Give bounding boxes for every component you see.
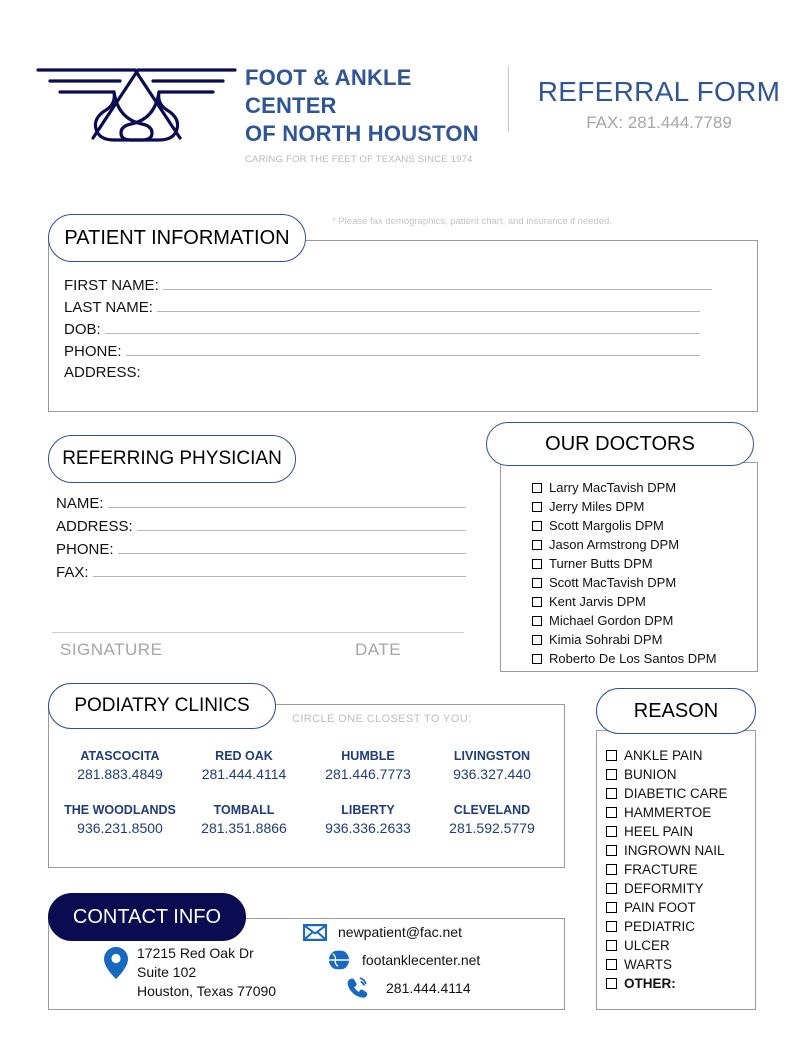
clinic-phone[interactable]: 936.327.440 (453, 766, 531, 782)
clinic-location[interactable] (58, 802, 182, 838)
page-header (0, 0, 806, 170)
brand-line-1: FOOT & ANKLE CENTER (245, 65, 412, 118)
doctor-checkbox-row[interactable] (532, 516, 762, 535)
contact-email-row[interactable] (300, 918, 562, 946)
checkbox-icon[interactable] (606, 864, 617, 875)
reason-label: ULCER (624, 938, 670, 953)
podiatry-clinics-heading: PODIATRY CLINICS (48, 683, 276, 729)
foot-ankle-wing-logo (34, 52, 239, 152)
date-label: DATE (355, 640, 402, 659)
physician-name-input[interactable] (108, 494, 466, 508)
checkbox-icon[interactable] (606, 807, 617, 818)
clinic-phone[interactable]: 936.231.8500 (77, 820, 163, 836)
phone-icon (342, 975, 372, 1001)
signature-line[interactable] (52, 632, 464, 633)
clinic-name: ATASCOCITA (80, 749, 160, 763)
clinic-name: HUMBLE (341, 749, 395, 763)
patient-phone-input[interactable] (126, 342, 700, 356)
patient-first-name-input[interactable] (163, 276, 712, 290)
reason-checkbox-row[interactable] (606, 765, 756, 784)
reason-label: WARTS (624, 957, 673, 972)
doctor-checkbox-row[interactable] (532, 535, 762, 554)
patient-information-heading: PATIENT INFORMATION (48, 214, 306, 262)
clinic-phone[interactable]: 281.444.4114 (201, 766, 287, 782)
patient-field-dob[interactable] (64, 320, 744, 342)
doctor-name-label: Roberto De Los Santos DPM (549, 651, 717, 666)
checkbox-icon[interactable] (532, 502, 542, 512)
clinic-phone[interactable]: 281.351.8866 (201, 820, 287, 836)
doctor-checkbox-row[interactable] (532, 611, 762, 630)
checkbox-icon[interactable] (606, 845, 617, 856)
reason-label: FRACTURE (624, 862, 698, 877)
doctor-checkbox-row[interactable] (532, 573, 762, 592)
header-divider (508, 66, 509, 132)
clinic-name: RED OAK (215, 749, 273, 763)
patient-field-address[interactable] (64, 364, 744, 386)
contact-channels (300, 918, 562, 1002)
doctor-name-label: Kent Jarvis DPM (549, 594, 646, 609)
reason-label: INGROWN NAIL (624, 843, 725, 858)
clinic-name: LIBERTY (341, 803, 395, 817)
clinic-location[interactable] (182, 748, 306, 784)
address-line-2: Suite 102 (137, 964, 197, 980)
doctor-name-label: Jerry Miles DPM (549, 499, 645, 514)
doctor-checkbox-row[interactable] (532, 478, 762, 497)
reason-checkbox-row[interactable] (606, 822, 756, 841)
reason-label: DEFORMITY (624, 881, 704, 896)
doctor-checkbox-row[interactable] (532, 630, 762, 649)
physician-fax-input[interactable] (93, 563, 466, 577)
doctor-name-label: Scott Margolis DPM (549, 518, 664, 533)
checkbox-icon[interactable] (532, 540, 542, 550)
reason-checkbox-row[interactable] (606, 898, 756, 917)
patient-dob-input[interactable] (105, 320, 700, 334)
physician-phone-label: PHONE: (56, 541, 114, 558)
patient-dob-label: DOB: (64, 321, 101, 338)
reason-checkbox-row[interactable] (606, 784, 756, 803)
physician-fax-label: FAX: (56, 564, 89, 581)
checkbox-icon[interactable] (532, 483, 542, 493)
clinic-name: CLEVELAND (453, 803, 531, 817)
doctor-checkbox-list (532, 478, 762, 668)
reason-checkbox-row[interactable] (606, 841, 756, 860)
our-doctors-heading: OUR DOCTORS (486, 422, 754, 466)
checkbox-icon[interactable] (532, 578, 542, 588)
brand-name (245, 64, 495, 165)
address-line-3: Houston, Texas 77090 (137, 983, 277, 999)
physician-address-input[interactable] (137, 517, 466, 531)
clinic-name: LIVINGSTON (453, 749, 531, 763)
reason-checkbox-row[interactable] (606, 955, 756, 974)
reason-label: OTHER: (624, 976, 676, 991)
checkbox-icon[interactable] (606, 826, 617, 837)
physician-field-fax[interactable] (56, 563, 466, 586)
checkbox-icon[interactable] (532, 616, 542, 626)
doctor-name-label: Larry MacTavish DPM (549, 480, 677, 495)
reason-label: PEDIATRIC (624, 919, 696, 934)
contact-website[interactable]: footanklecenter.net (362, 952, 481, 968)
signature-label: SIGNATURE (60, 640, 163, 659)
page-title: REFERRAL FORM (537, 76, 781, 107)
reason-checkbox-row[interactable] (606, 860, 756, 879)
checkbox-icon[interactable] (532, 597, 542, 607)
doctor-name-label: Jason Armstrong DPM (549, 537, 680, 552)
contact-address (137, 944, 276, 1001)
doctor-checkbox-row[interactable] (532, 649, 762, 668)
header-fax-number: FAX: 281.444.7789 (586, 113, 732, 132)
doctor-name-label: Kimia Sohrabi DPM (549, 632, 663, 647)
patient-phone-label: PHONE: (64, 343, 122, 360)
clinic-location[interactable] (430, 802, 554, 838)
contact-phone[interactable]: 281.444.4114 (386, 980, 471, 996)
clinic-phone[interactable]: 281.446.7773 (325, 766, 411, 782)
reason-label: BUNION (624, 767, 677, 782)
reason-checkbox-row[interactable] (606, 974, 756, 993)
doctor-checkbox-row[interactable] (532, 497, 762, 516)
checkbox-icon[interactable] (606, 902, 617, 913)
patient-fax-note: * Please fax demographics, patient chart, and insurance if needed. (332, 216, 612, 227)
patient-field-phone[interactable] (64, 342, 744, 364)
patient-first-name-label: FIRST NAME: (64, 277, 159, 294)
checkbox-icon[interactable] (606, 883, 617, 894)
checkbox-icon[interactable] (606, 978, 617, 989)
doctor-name-label: Scott MacTavish DPM (549, 575, 677, 590)
physician-name-label: NAME: (56, 495, 104, 512)
physician-field-name[interactable] (56, 494, 466, 517)
contact-phone-row[interactable] (342, 974, 562, 1002)
patient-fields (64, 276, 744, 386)
physician-phone-input[interactable] (118, 540, 466, 554)
checkbox-icon[interactable] (532, 635, 542, 645)
brand-tagline: CARING FOR THE FEET OF TEXANS SINCE 1974 (245, 154, 473, 165)
doctor-name-label: Turner Butts DPM (549, 556, 653, 571)
checkbox-icon[interactable] (606, 940, 617, 951)
clinic-name: TOMBALL (213, 803, 275, 817)
physician-field-phone[interactable] (56, 540, 466, 563)
clinic-location[interactable] (182, 802, 306, 838)
reason-checkbox-row[interactable] (606, 917, 756, 936)
reason-checkbox-row[interactable] (606, 803, 756, 822)
checkbox-icon[interactable] (532, 559, 542, 569)
clinic-location[interactable] (58, 748, 182, 784)
checkbox-icon[interactable] (606, 788, 617, 799)
address-line-1: 17215 Red Oak Dr (137, 945, 254, 961)
map-pin-icon (104, 947, 128, 979)
physician-field-address[interactable] (56, 517, 466, 540)
reason-checkbox-row[interactable] (606, 746, 756, 765)
checkbox-icon[interactable] (606, 921, 617, 932)
globe-icon (324, 947, 354, 973)
doctor-checkbox-row[interactable] (532, 592, 762, 611)
reason-label: HEEL PAIN (624, 824, 694, 839)
clinic-phone[interactable]: 936.336.2633 (325, 820, 411, 836)
clinic-phone[interactable]: 281.592.5779 (449, 820, 535, 836)
checkbox-icon[interactable] (532, 654, 542, 664)
reason-checkbox-row[interactable] (606, 936, 756, 955)
checkbox-icon[interactable] (532, 521, 542, 531)
reason-label: ANKLE PAIN (624, 748, 703, 763)
clinic-phone[interactable]: 281.883.4849 (77, 766, 163, 782)
checkbox-icon[interactable] (606, 750, 617, 761)
reason-checkbox-list (606, 746, 756, 993)
contact-email[interactable]: newpatient@fac.net (338, 924, 462, 940)
envelope-icon (300, 919, 330, 945)
referring-physician-heading: REFERRING PHYSICIAN (48, 435, 296, 483)
doctor-name-label: Michael Gordon DPM (549, 613, 674, 628)
doctor-checkbox-row[interactable] (532, 554, 762, 573)
checkbox-icon[interactable] (606, 769, 617, 780)
reason-label: DIABETIC CARE (624, 786, 728, 801)
contact-website-row[interactable] (324, 946, 562, 974)
checkbox-icon[interactable] (606, 959, 617, 970)
reason-heading: REASON (596, 688, 756, 734)
patient-last-name-input[interactable] (157, 298, 700, 312)
clinics-instruction: CIRCLE ONE CLOSEST TO YOU: (292, 713, 472, 725)
contact-info-heading: CONTACT INFO (48, 893, 246, 941)
clinic-location[interactable] (306, 802, 430, 838)
brand-line-2: OF NORTH HOUSTON (245, 121, 479, 146)
clinic-name: THE WOODLANDS (64, 803, 176, 817)
patient-address-label: ADDRESS: (64, 364, 141, 381)
patient-field-last-name[interactable] (64, 298, 744, 320)
clinic-location[interactable] (430, 748, 554, 784)
clinic-location-grid (58, 748, 554, 838)
patient-last-name-label: LAST NAME: (64, 299, 153, 316)
reason-label: HAMMERTOE (624, 805, 712, 820)
reason-label: PAIN FOOT (624, 900, 696, 915)
patient-field-first-name[interactable] (64, 276, 744, 298)
reason-checkbox-row[interactable] (606, 879, 756, 898)
clinic-location[interactable] (306, 748, 430, 784)
physician-fields (56, 494, 466, 586)
physician-address-label: ADDRESS: (56, 518, 133, 535)
